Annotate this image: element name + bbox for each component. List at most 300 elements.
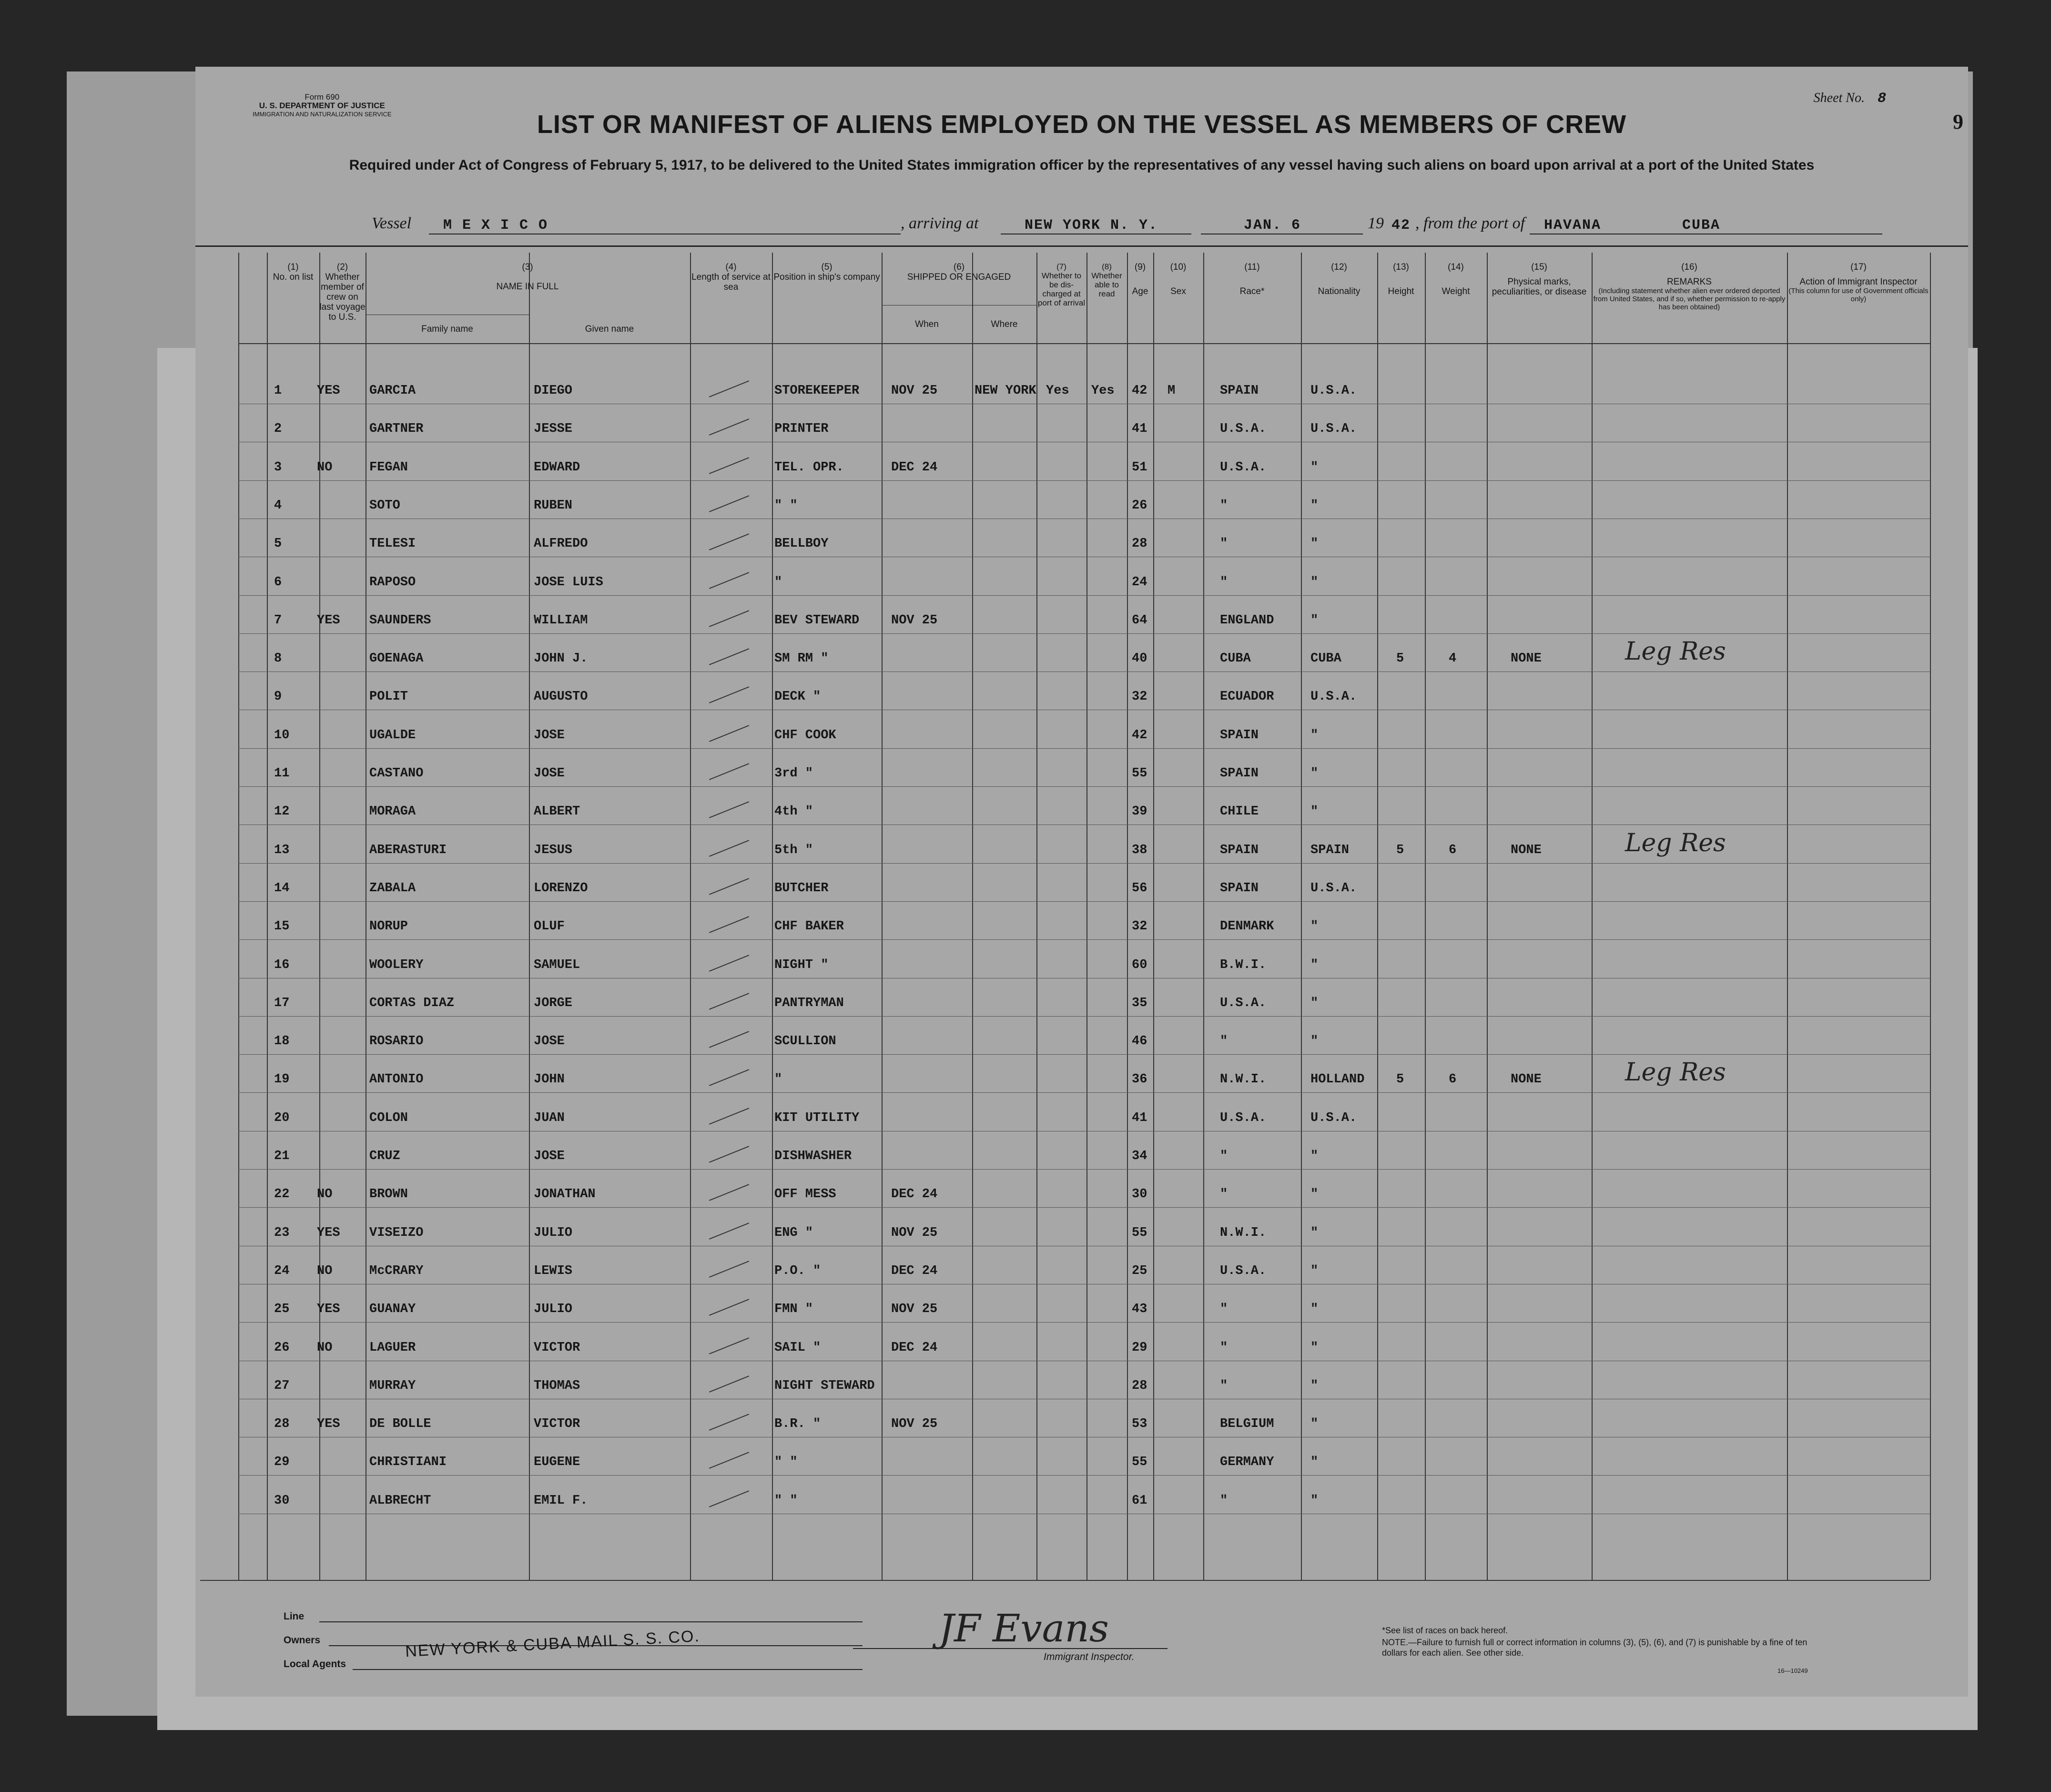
- race: B.W.I.: [1220, 957, 1267, 972]
- sheet-label: Sheet No.: [1813, 91, 1865, 105]
- manifest-page: [195, 67, 1968, 1697]
- family-name: CASTANO: [369, 766, 424, 781]
- last-voyage: YES: [317, 384, 340, 398]
- age: 64: [1132, 613, 1147, 628]
- nationality: ": [1310, 1187, 1319, 1202]
- shipped-when: NOV 25: [891, 613, 938, 628]
- from-country: CUBA: [1682, 217, 1721, 234]
- given-name: JOHN J.: [534, 652, 588, 666]
- col-14-header: (14) Weight: [1442, 262, 1470, 296]
- col-15-header: (15) Physical marks, peculiarities, or disease: [1492, 262, 1587, 297]
- family-name: COLON: [369, 1110, 408, 1125]
- service-mark: [709, 1261, 749, 1278]
- race: ": [1220, 575, 1228, 590]
- col-3-header: (3) NAME IN FULL: [496, 262, 559, 292]
- nationality: HOLLAND: [1310, 1072, 1365, 1087]
- row-number: 9: [274, 690, 282, 704]
- position: " ": [774, 498, 798, 513]
- service-mark: [709, 878, 749, 895]
- age: 28: [1132, 1378, 1147, 1393]
- col-1-header: (1) No. on list: [273, 262, 314, 282]
- family-name: VISEIZO: [369, 1225, 424, 1240]
- position: 5th ": [774, 843, 813, 857]
- vessel-label: Vessel: [372, 214, 412, 232]
- nationality: ": [1310, 1417, 1319, 1432]
- col-12-header: (12) Nationality: [1318, 262, 1361, 296]
- service: IMMIGRATION AND NATURALIZATION SERVICE: [253, 111, 392, 118]
- service-mark: [709, 1337, 749, 1354]
- race: ENGLAND: [1220, 613, 1274, 628]
- shipped-when: DEC 24: [891, 1263, 938, 1278]
- col-6-sub2: Where: [991, 319, 1018, 329]
- col-8-header: (8) Whether able to read: [1091, 262, 1122, 298]
- given-name: EDWARD: [534, 460, 580, 475]
- nationality: ": [1310, 804, 1319, 819]
- race: ": [1220, 1493, 1228, 1508]
- height: 5: [1396, 652, 1404, 666]
- col-5-header: (5) Position in ship's company: [773, 262, 880, 282]
- position: CHF COOK: [774, 728, 836, 743]
- service-mark: [709, 495, 749, 512]
- given-name: JOSE: [534, 728, 565, 743]
- race: U.S.A.: [1220, 1263, 1267, 1278]
- col-4-header: (4) Length of service at sea: [691, 262, 771, 292]
- inspector-signature: JF Evans: [939, 1606, 1109, 1650]
- given-name: JESSE: [534, 422, 573, 437]
- page-title: LIST OR MANIFEST OF ALIENS EMPLOYED ON THE VESSEL AS MEMBERS OF CREW: [537, 110, 1627, 139]
- position: TEL. OPR.: [774, 460, 844, 475]
- shipped-when: NOV 25: [891, 1225, 938, 1240]
- row-number: 5: [274, 537, 282, 551]
- family-name: DE BOLLE: [369, 1417, 431, 1432]
- nationality: ": [1310, 1493, 1319, 1508]
- page-number: 9: [1953, 110, 1963, 133]
- service-mark: [709, 457, 749, 474]
- service-mark: [709, 533, 749, 550]
- service-mark: [709, 1299, 749, 1316]
- nationality: ": [1310, 1455, 1319, 1470]
- race: U.S.A.: [1220, 460, 1267, 475]
- nationality: ": [1310, 1225, 1319, 1240]
- nationality: U.S.A.: [1310, 384, 1357, 398]
- nationality: U.S.A.: [1310, 690, 1357, 704]
- row-number: 24: [274, 1263, 290, 1278]
- service-mark: [709, 1452, 749, 1469]
- age: 53: [1132, 1417, 1147, 1432]
- note-text: NOTE.—Failure to furnish full or correct information in columns (3), (5), (6), and (7) is punishable by a fine of ten dollars for each alien. See other side.: [1382, 1638, 1807, 1658]
- family-name: NORUP: [369, 919, 408, 934]
- age: 46: [1132, 1034, 1147, 1049]
- col-7-header: (7) Whether to be dis-charged at port of arrival: [1037, 262, 1086, 307]
- position: 3rd ": [774, 766, 813, 781]
- shipped-when: NOV 25: [891, 1417, 938, 1432]
- weight: 6: [1449, 1072, 1457, 1087]
- nationality: ": [1310, 613, 1319, 628]
- sex: M: [1168, 384, 1176, 398]
- family-name: POLIT: [369, 690, 408, 704]
- page-subtitle: Required under Act of Congress of February 5, 1917, to be delivered to the United States immigration officer by the representatives of any vessel having such aliens on board upon arrival at a port of the United States: [349, 157, 1815, 173]
- shipped-where: NEW YORK: [975, 384, 1036, 398]
- age: 32: [1132, 690, 1147, 704]
- col-17-header: (17) Action of Immigrant Inspector (This column for use of Government officials only): [1788, 262, 1929, 303]
- position: B.R. ": [774, 1417, 821, 1432]
- age: 41: [1132, 422, 1147, 437]
- shipped-when: DEC 24: [891, 1187, 938, 1202]
- given-name: THOMAS: [534, 1378, 580, 1393]
- family-name: BROWN: [369, 1187, 408, 1202]
- family-name: CORTAS DIAZ: [369, 996, 455, 1010]
- row-number: 28: [274, 1417, 290, 1432]
- race: SPAIN: [1220, 728, 1259, 743]
- row-number: 15: [274, 919, 290, 934]
- owners-label: Owners: [284, 1635, 321, 1646]
- row-number: 7: [274, 613, 282, 628]
- col-6-sub1: When: [915, 319, 939, 329]
- last-voyage: NO: [317, 1263, 333, 1278]
- race: DENMARK: [1220, 919, 1274, 934]
- service-mark: [709, 380, 749, 397]
- from-port: HAVANA: [1544, 217, 1602, 234]
- position: OFF MESS: [774, 1187, 836, 1202]
- race: SPAIN: [1220, 384, 1259, 398]
- service-mark: [709, 1490, 749, 1507]
- shipped-when: DEC 24: [891, 460, 938, 475]
- row-number: 11: [274, 766, 290, 781]
- given-name: WILLIAM: [534, 613, 588, 628]
- family-name: GARTNER: [369, 422, 424, 437]
- service-mark: [709, 687, 749, 704]
- sheet-value: 8: [1877, 91, 1887, 107]
- age: 55: [1132, 766, 1147, 781]
- given-name: ALBERT: [534, 804, 580, 819]
- row-number: 20: [274, 1110, 290, 1125]
- family-name: CHRISTIANI: [369, 1455, 447, 1470]
- position: NIGHT ": [774, 957, 829, 972]
- company-stamp: NEW YORK & CUBA MAIL S. S. CO.: [405, 1627, 701, 1661]
- family-name: ANTONIO: [369, 1072, 424, 1087]
- family-name: WOOLERY: [369, 957, 424, 972]
- position: SCULLION: [774, 1034, 836, 1049]
- row-number: 17: [274, 996, 290, 1010]
- race: CUBA: [1220, 652, 1251, 666]
- nationality: ": [1310, 498, 1319, 513]
- nationality: U.S.A.: [1310, 881, 1357, 896]
- position: " ": [774, 1455, 798, 1470]
- year-prefix: 19: [1368, 214, 1384, 232]
- service-mark: [709, 1108, 749, 1125]
- position: NIGHT STEWARD: [774, 1378, 875, 1393]
- row-number: 13: [274, 843, 290, 857]
- given-name: RUBEN: [534, 498, 573, 513]
- age: 41: [1132, 1110, 1147, 1125]
- position: SAIL ": [774, 1340, 821, 1355]
- department: U. S. DEPARTMENT OF JUSTICE: [259, 101, 385, 110]
- race: ": [1220, 1340, 1228, 1355]
- race: U.S.A.: [1220, 996, 1267, 1010]
- nationality: ": [1310, 766, 1319, 781]
- service-mark: [709, 1069, 749, 1087]
- nationality: U.S.A.: [1310, 1110, 1357, 1125]
- service-mark: [709, 1375, 749, 1393]
- remarks: Leg Res: [1625, 828, 1726, 857]
- height: 5: [1396, 1072, 1404, 1087]
- age: 60: [1132, 957, 1147, 972]
- row-number: 27: [274, 1378, 290, 1393]
- given-name: JOSE: [534, 766, 565, 781]
- row-number: 29: [274, 1455, 290, 1470]
- age: 35: [1132, 996, 1147, 1010]
- age: 34: [1132, 1149, 1147, 1163]
- given-name: JOSE LUIS: [534, 575, 603, 590]
- nationality: ": [1310, 1378, 1319, 1393]
- shipped-when: DEC 24: [891, 1340, 938, 1355]
- age: 51: [1132, 460, 1147, 475]
- row-number: 22: [274, 1187, 290, 1202]
- given-name: LORENZO: [534, 881, 588, 896]
- service-mark: [709, 1414, 749, 1431]
- given-name: DIEGO: [534, 384, 573, 398]
- given-name: ALFREDO: [534, 537, 588, 551]
- race: U.S.A.: [1220, 422, 1267, 437]
- row-number: 2: [274, 422, 282, 437]
- given-name: EUGENE: [534, 1455, 580, 1470]
- col-6-header: (6) SHIPPED OR ENGAGED: [907, 262, 1011, 282]
- vessel-name: M E X I C O: [443, 217, 548, 234]
- family-name: McCRARY: [369, 1263, 424, 1278]
- service-mark: [709, 993, 749, 1010]
- family-name: ROSARIO: [369, 1034, 424, 1049]
- discharged: Yes: [1046, 384, 1069, 398]
- row-number: 23: [274, 1225, 290, 1240]
- position: " ": [774, 1493, 798, 1508]
- position: BEV STEWARD: [774, 613, 860, 628]
- service-mark: [709, 1184, 749, 1201]
- nationality: ": [1310, 1149, 1319, 1163]
- row-number: 18: [274, 1034, 290, 1049]
- nationality: ": [1310, 919, 1319, 934]
- shipped-when: NOV 25: [891, 384, 938, 398]
- age: 38: [1132, 843, 1147, 857]
- shipped-when: NOV 25: [891, 1302, 938, 1317]
- race: SPAIN: [1220, 766, 1259, 781]
- col-16-header: (16) REMARKS (Including statement whether alien ever ordered deported from United States, and if so, whether permission to re-apply has been obtained): [1593, 262, 1786, 311]
- family-name: TELESI: [369, 537, 416, 551]
- race: SPAIN: [1220, 843, 1259, 857]
- col-3-sub1: Family name: [421, 324, 473, 334]
- row-number: 12: [274, 804, 290, 819]
- year-suffix: 42: [1391, 217, 1411, 234]
- position: BUTCHER: [774, 881, 829, 896]
- service-mark: [709, 840, 749, 857]
- row-number: 14: [274, 881, 290, 896]
- race: U.S.A.: [1220, 1110, 1267, 1125]
- row-number: 19: [274, 1072, 290, 1087]
- position: ": [774, 1072, 782, 1087]
- given-name: VICTOR: [534, 1417, 580, 1432]
- row-number: 30: [274, 1493, 290, 1508]
- physical-marks: NONE: [1511, 1072, 1542, 1087]
- family-name: GOENAGA: [369, 652, 424, 666]
- inspector-label: Immigrant Inspector.: [1044, 1651, 1135, 1662]
- nationality: U.S.A.: [1310, 422, 1357, 437]
- race: SPAIN: [1220, 881, 1259, 896]
- race: ": [1220, 1149, 1228, 1163]
- service-mark: [709, 955, 749, 972]
- race: N.W.I.: [1220, 1225, 1267, 1240]
- position: DISHWASHER: [774, 1149, 852, 1163]
- nationality: ": [1310, 996, 1319, 1010]
- row-number: 3: [274, 460, 282, 475]
- nationality: ": [1310, 537, 1319, 551]
- service-mark: [709, 725, 749, 742]
- last-voyage: YES: [317, 1417, 340, 1432]
- family-name: GUANAY: [369, 1302, 416, 1317]
- nationality: CUBA: [1310, 652, 1341, 666]
- position: 4th ": [774, 804, 813, 819]
- given-name: JOHN: [534, 1072, 565, 1087]
- age: 24: [1132, 575, 1147, 590]
- line-label: Line: [284, 1611, 305, 1622]
- service-mark: [709, 648, 749, 665]
- service-mark: [709, 419, 749, 436]
- col-10-header: (10) Sex: [1170, 262, 1187, 296]
- race: N.W.I.: [1220, 1072, 1267, 1087]
- race: ": [1220, 537, 1228, 551]
- position: BELLBOY: [774, 537, 829, 551]
- family-name: FEGAN: [369, 460, 408, 475]
- position: STOREKEEPER: [774, 384, 860, 398]
- family-name: ZABALA: [369, 881, 416, 896]
- nationality: ": [1310, 1340, 1319, 1355]
- age: 43: [1132, 1302, 1147, 1317]
- form-number: Form 690: [305, 92, 340, 102]
- position: DECK ": [774, 690, 821, 704]
- col-13-header: (13) Height: [1388, 262, 1414, 296]
- row-number: 8: [274, 652, 282, 666]
- age: 42: [1132, 384, 1147, 398]
- service-mark: [709, 763, 749, 780]
- given-name: SAMUEL: [534, 957, 580, 972]
- position: FMN ": [774, 1302, 813, 1317]
- age: 39: [1132, 804, 1147, 819]
- age: 28: [1132, 537, 1147, 551]
- physical-marks: NONE: [1511, 843, 1542, 857]
- family-name: ALBRECHT: [369, 1493, 431, 1508]
- weight: 4: [1449, 652, 1457, 666]
- position: SM RM ": [774, 652, 829, 666]
- service-mark: [709, 610, 749, 627]
- given-name: LEWIS: [534, 1263, 573, 1278]
- row-number: 25: [274, 1302, 290, 1317]
- given-name: JOSE: [534, 1034, 565, 1049]
- given-name: JONATHAN: [534, 1187, 596, 1202]
- given-name: JULIO: [534, 1225, 573, 1240]
- position: CHF BAKER: [774, 919, 844, 934]
- age: 29: [1132, 1340, 1147, 1355]
- agents-label: Local Agents: [284, 1659, 346, 1670]
- last-voyage: NO: [317, 1340, 333, 1355]
- given-name: JESUS: [534, 843, 573, 857]
- age: 25: [1132, 1263, 1147, 1278]
- position: P.O. ": [774, 1263, 821, 1278]
- last-voyage: YES: [317, 613, 340, 628]
- remarks: Leg Res: [1625, 1058, 1726, 1087]
- arriving-port: NEW YORK N. Y.: [1025, 217, 1158, 234]
- nationality: ": [1310, 1263, 1319, 1278]
- row-number: 10: [274, 728, 290, 743]
- nationality: ": [1310, 957, 1319, 972]
- given-name: JOSE: [534, 1149, 565, 1163]
- age: 61: [1132, 1493, 1147, 1508]
- service-mark: [709, 802, 749, 819]
- col-2-header: (2) Whether member of crew on last voyage to U.S.: [319, 262, 366, 322]
- arrival-date: JAN. 6: [1244, 217, 1301, 234]
- given-name: JUAN: [534, 1110, 565, 1125]
- family-name: ABERASTURI: [369, 843, 447, 857]
- age: 55: [1132, 1455, 1147, 1470]
- remarks: Leg Res: [1625, 637, 1726, 666]
- age: 56: [1132, 881, 1147, 896]
- row-number: 6: [274, 575, 282, 590]
- sheet-number: [1814, 91, 1887, 107]
- position: ": [774, 575, 782, 590]
- age: 40: [1132, 652, 1147, 666]
- age: 26: [1132, 498, 1147, 513]
- family-name: UGALDE: [369, 728, 416, 743]
- nationality: ": [1310, 460, 1319, 475]
- race: ": [1220, 1034, 1228, 1049]
- family-name: MORAGA: [369, 804, 416, 819]
- race: CHILE: [1220, 804, 1259, 819]
- col-3-sub2: Given name: [585, 324, 634, 334]
- form-code: 16—10249: [1777, 1667, 1808, 1674]
- family-name: MURRAY: [369, 1378, 416, 1393]
- position: PANTRYMAN: [774, 996, 844, 1010]
- service-mark: [709, 1222, 749, 1240]
- family-name: CRUZ: [369, 1149, 400, 1163]
- row-number: 26: [274, 1340, 290, 1355]
- last-voyage: YES: [317, 1225, 340, 1240]
- service-mark: [709, 1031, 749, 1048]
- nationality: ": [1310, 1034, 1319, 1049]
- given-name: VICTOR: [534, 1340, 580, 1355]
- race: ": [1220, 1378, 1228, 1393]
- col-9-header: (9) Age: [1132, 262, 1148, 296]
- family-name: LAGUER: [369, 1340, 416, 1355]
- row-number: 21: [274, 1149, 290, 1163]
- race: ": [1220, 1302, 1228, 1317]
- family-name: SOTO: [369, 498, 400, 513]
- given-name: JORGE: [534, 996, 573, 1010]
- nationality: ": [1310, 1302, 1319, 1317]
- race: ": [1220, 1187, 1228, 1202]
- nationality: ": [1310, 728, 1319, 743]
- age: 55: [1132, 1225, 1147, 1240]
- note-races: *See list of races on back hereof.: [1382, 1626, 1508, 1635]
- position: KIT UTILITY: [774, 1110, 860, 1125]
- weight: 6: [1449, 843, 1457, 857]
- family-name: SAUNDERS: [369, 613, 431, 628]
- age: 32: [1132, 919, 1147, 934]
- race: BELGIUM: [1220, 1417, 1274, 1432]
- service-mark: [709, 916, 749, 933]
- able-to-read: Yes: [1091, 384, 1115, 398]
- nationality: SPAIN: [1310, 843, 1350, 857]
- service-mark: [709, 572, 749, 589]
- from-label: , from the port of: [1415, 214, 1525, 232]
- col-11-header: (11) Race*: [1239, 262, 1265, 296]
- position: ENG ": [774, 1225, 813, 1240]
